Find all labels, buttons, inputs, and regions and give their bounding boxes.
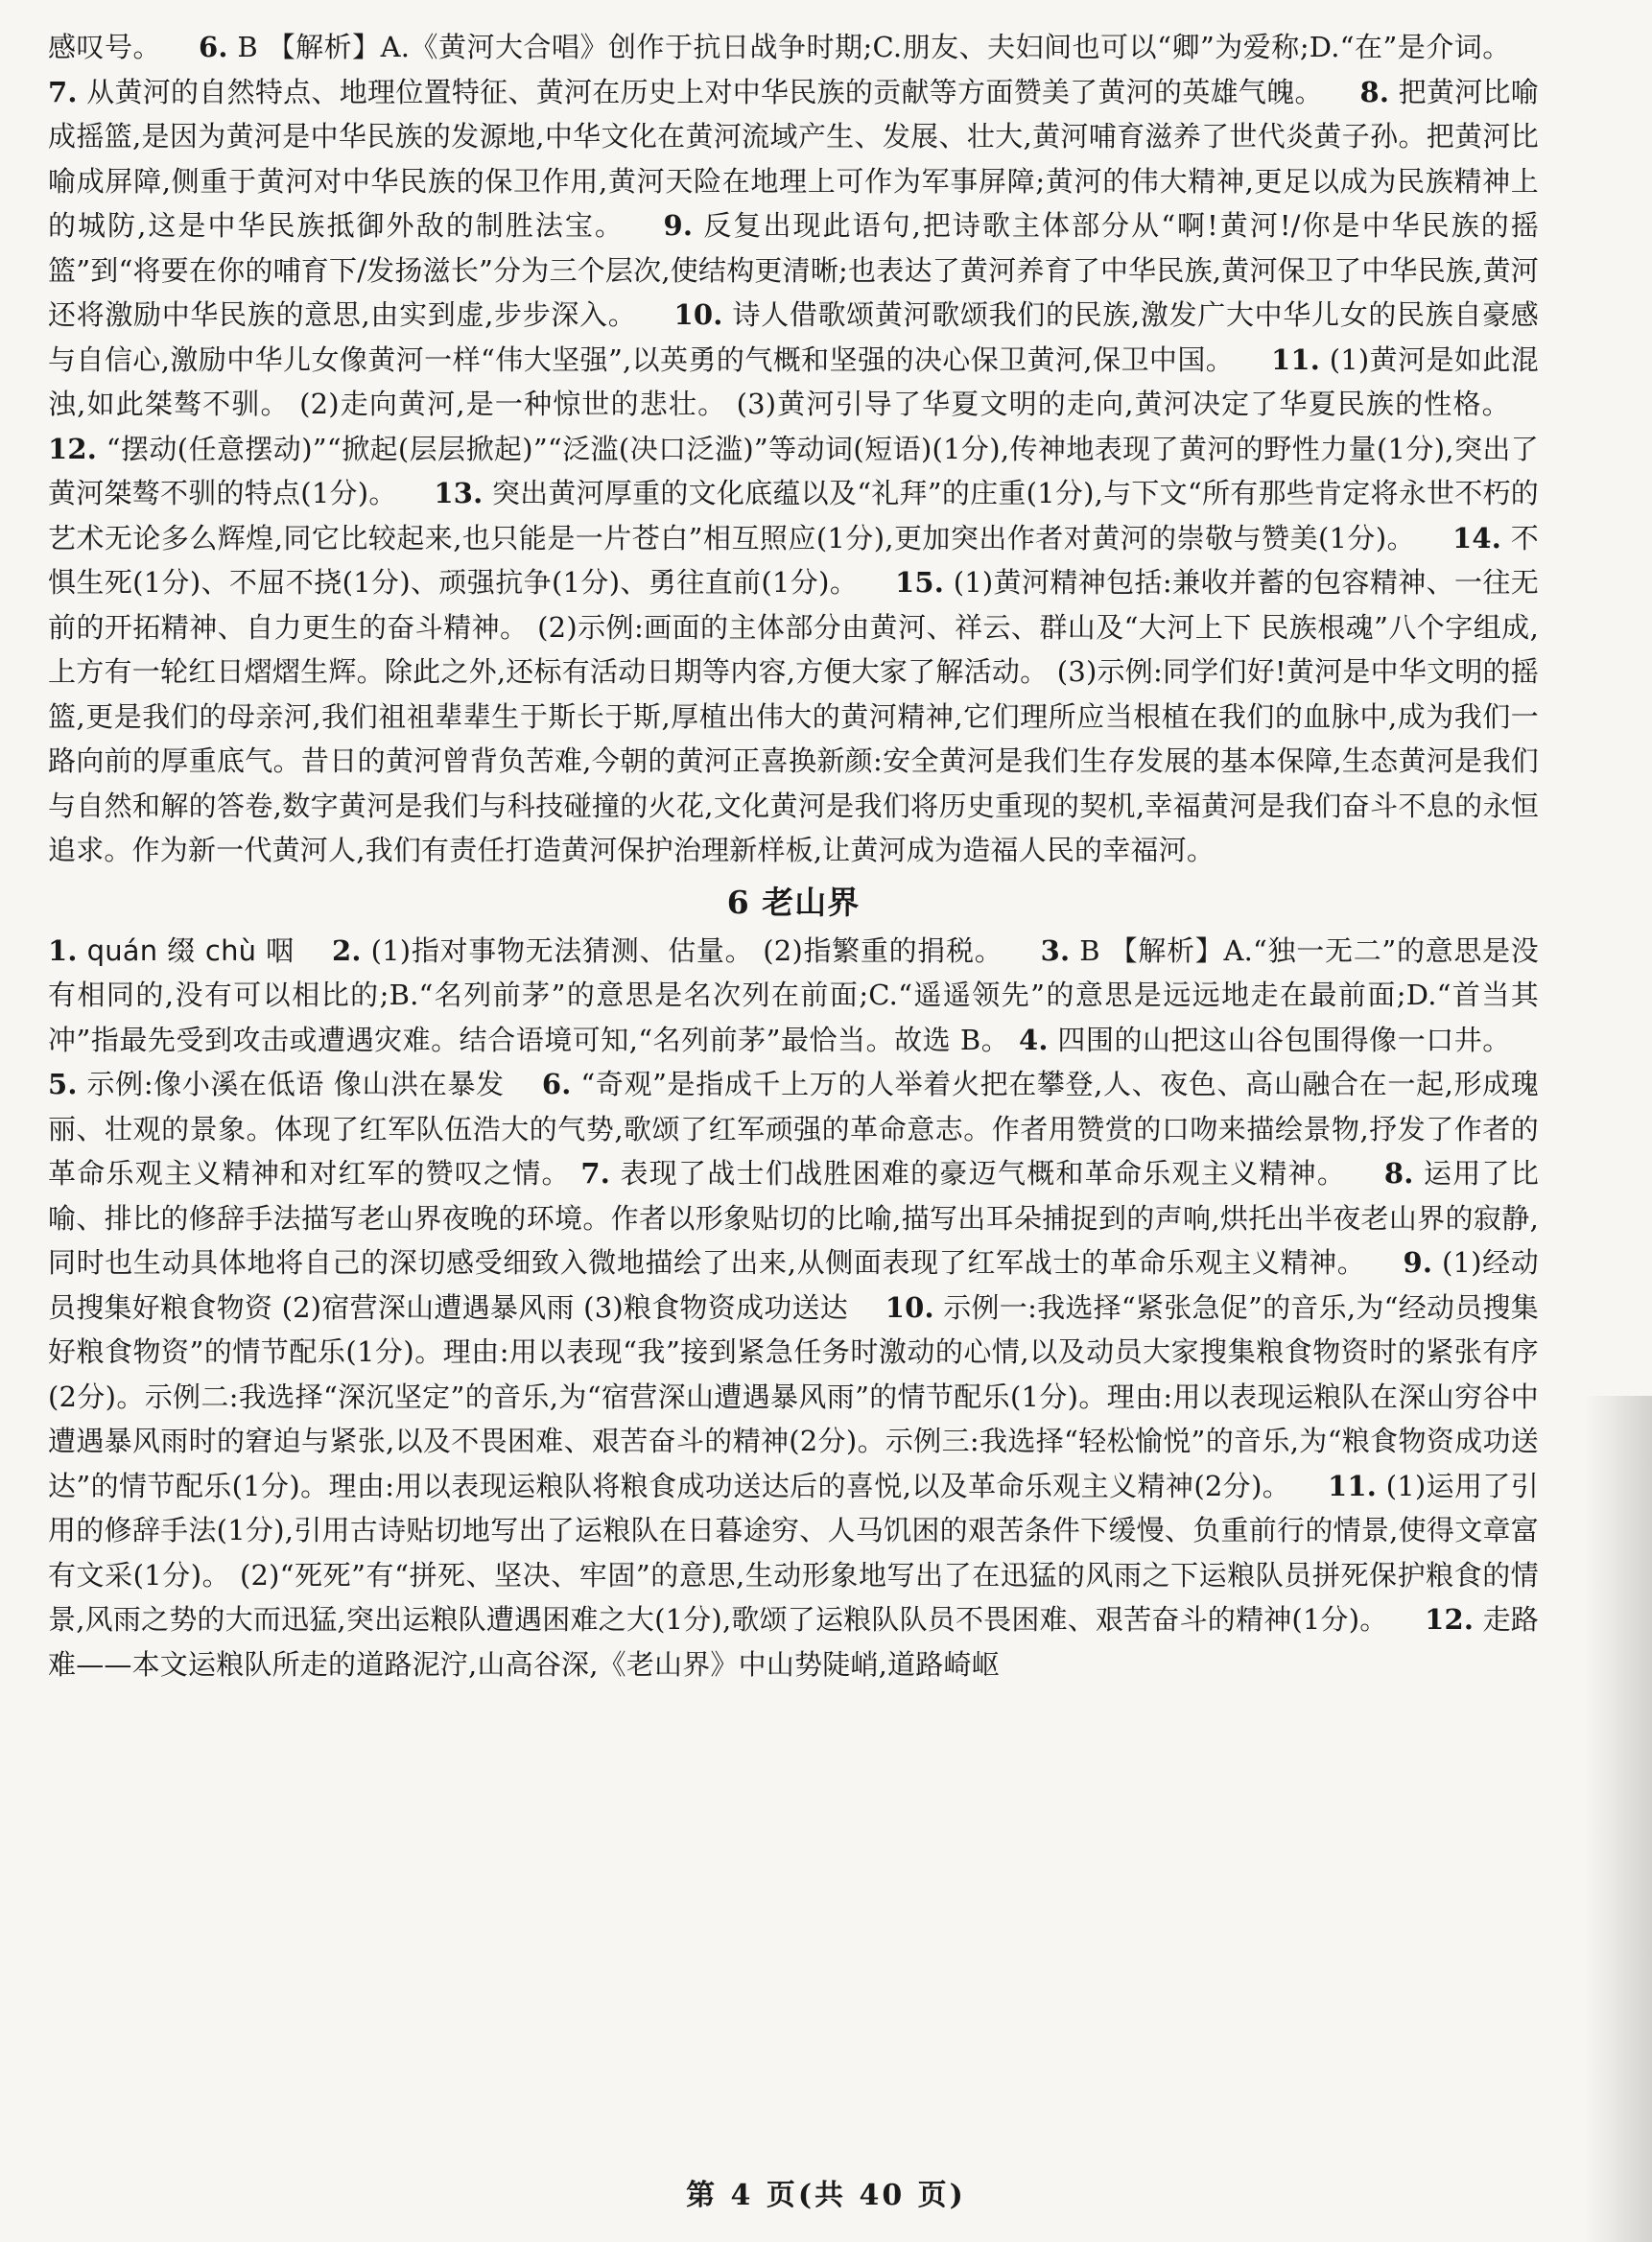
answer-text: B 【解析】A.《黄河大合唱》创作于抗日战争时期;C.朋友、夫妇间也可以“卿”为爱称;D.“在”是介词。	[227, 31, 1511, 63]
question-number: 10.	[885, 1290, 934, 1324]
question-number: 11.	[1328, 1469, 1378, 1502]
scan-shadow	[1583, 1396, 1652, 2242]
section-6-answers	[48, 929, 1539, 1687]
answer-text: “摆动(任意摆动)”“掀起(层层掀起)”“泛滥(决口泛滥)”等动词(短语)(1分),传神地表现了黄河的野性力量(1分),突出了黄河桀骜不驯的特点(1分)。	[48, 432, 1539, 509]
answer-text: “奇观”是指成千上万的人举着火把在攀登,人、夜色、高山融合在一起,形成瑰丽、壮观的景象。体现了红军队伍浩大的气势,歌颂了红军顽强的革命意志。作者用赞赏的口吻来描绘景物,抒发了作者的革命乐观主义精神和对红军的赞叹之情。	[48, 1068, 1539, 1190]
question-number: 10.	[673, 298, 723, 331]
answer-text: 运用了比喻、排比的修辞手法描写老山界夜晚的环境。作者以形象贴切的比喻,描写出耳朵捕捉到的声响,烘托出半夜老山界的寂静,同时也生动具体地将自己的深切感受细致入微地描绘了出来,从侧面表现了红军战士的革命乐观主义精神。	[48, 1157, 1540, 1279]
page-footer: 第 4 页(共 40 页)	[686, 2179, 966, 2212]
answer-text: 示例:像小溪在低语 像山洪在暴发	[77, 1068, 505, 1100]
question-number: 13.	[434, 477, 484, 509]
answer-text: (1)经动员搜集好粮食物资 (2)宿营深山遭遇暴风雨 (3)粮食物资成功送达	[48, 1246, 1539, 1324]
question-number: 4.	[1019, 1023, 1049, 1056]
answer-text: (1)黄河精神包括:兼收并蓄的包容精神、一往无前的开拓精神、自力更生的奋斗精神。 (2)示例:画面的主体部分由黄河、祥云、群山及“大河上下 民族根魂”八个字组成,上方有一轮红日熠熠生辉。除此之外,还标有活动日期等内容,方便大家了解活动。 (3)示例:同学们好!黄河是中华文明的摇篮,更是我们的母亲河,我们祖祖辈辈生于斯长于斯,厚植出伟大的黄河精神,它们理所应当根植在我们的血脉中,成为我们一路向前的厚重底气。昔日的黄河曾背负苦难,今朝的黄河正喜换新颜:安全黄河是我们生存发展的基本保障,生态黄河是我们与自然和解的答卷,数字黄河是我们与科技碰撞的火花,文化黄河是我们将历史重现的契机,幸福黄河是我们奋斗不息的永恒追求。作为新一代黄河人,我们有责任打造黄河保护治理新样板,让黄河成为造福人民的幸福河。	[48, 566, 1539, 866]
answer-text: 突出黄河厚重的文化底蕴以及“礼拜”的庄重(1分),与下文“所有那些肯定将永世不朽的艺术无论多么辉煌,同它比较起来,也只能是一片苍白”相互照应(1分),更加突出作者对黄河的崇敬与赞美(1分)。	[48, 477, 1539, 555]
answer-text: B 【解析】A.“独一无二”的意思是没有相同的,没有可以相比的;B.“名列前茅”的意思是名次列在前面;C.“遥遥领先”的意思是远远地走在最前面;D.“首当其冲”指最先受到攻击或遭遇灾难。结合语境可知,“名列前茅”最恰当。故选 B。	[48, 933, 1540, 1056]
question-number: 12.	[48, 432, 98, 465]
question-number: 6.	[198, 31, 228, 63]
answer-text: (1)运用了引用的修辞手法(1分),引用古诗贴切地写出了运粮队在日暮途穷、人马饥困的艰苦条件下缓慢、负重前行的情景,使得文章富有文采(1分)。 (2)“死死”有“拼死、坚决、牢固”的意思,生动形象地写出了在迅猛的风雨之下运粮队员拼死保护粮食的情景,风雨之势的大而迅猛,突出运粮队遭遇困难之大(1分),歌颂了运粮队队员不畏困难、艰苦奋斗的精神(1分)。	[48, 1469, 1539, 1636]
answer-text: 四围的山把这山谷包围得像一口井。	[1048, 1023, 1511, 1056]
answer-text: 诗人借歌颂黄河歌颂我们的民族,激发广大中华儿女的民族自豪感与自信心,激励中华儿女像黄河一样“伟大坚强”,以英勇的气概和坚强的决心保卫黄河,保卫中国。	[48, 298, 1539, 376]
answer-text: 表现了战士们战胜困难的豪迈气概和革命乐观主义精神。	[610, 1157, 1347, 1190]
answer-text: 不惧生死(1分)、不屈不挠(1分)、顽强抗争(1分)、勇往直前(1分)。	[48, 521, 1539, 599]
question-number: 7.	[48, 75, 78, 108]
answer-text: (1)黄河是如此混浊,如此桀骜不驯。 (2)走向黄河,是一种惊世的悲壮。 (3)黄河引导了华夏文明的走向,黄河决定了华夏民族的性格。	[48, 342, 1539, 420]
question-number: 1.	[48, 933, 78, 967]
question-number: 11.	[1271, 342, 1321, 376]
question-number: 2.	[332, 933, 362, 967]
answer-text: 反复出现此语句,把诗歌主体部分从“啊!黄河!/你是中华民族的摇篮”到“将要在你的哺育下/发扬滋长”分为三个层次,使结构更清晰;也表达了黄河养育了中华民族,黄河保卫了中华民族,黄河还将激励中华民族的意思,由实到虚,步步深入。	[48, 209, 1539, 331]
answer-text: 感叹号。	[48, 31, 162, 63]
question-number: 7.	[580, 1157, 610, 1190]
question-number: 8.	[1383, 1157, 1414, 1190]
question-number: 14.	[1452, 521, 1502, 555]
question-number: 3.	[1040, 933, 1071, 967]
section-title: 6 老山界	[726, 883, 861, 921]
question-number: 9.	[1403, 1246, 1433, 1279]
pinyin-answer: quán 缀 chù 咽	[77, 933, 295, 967]
answer-text: (1)指对事物无法猜测、估量。 (2)指繁重的捐税。	[361, 933, 1003, 967]
answer-text: 走路难——本文运粮队所走的道路泥泞,山高谷深,《老山界》中山势陡峭,道路崎岖	[48, 1603, 1539, 1681]
answer-text: 从黄河的自然特点、地理位置特征、黄河在历史上对中华民族的贡献等方面赞美了黄河的英雄气魄。	[77, 75, 1323, 108]
section-5-answers	[48, 25, 1539, 873]
question-number: 15.	[895, 566, 945, 599]
question-number: 9.	[663, 209, 694, 242]
question-number: 8.	[1359, 75, 1390, 108]
answer-text: 把黄河比喻成摇篮,是因为黄河是中华民族的发源地,中华文化在黄河流域产生、发展、壮大,黄河哺育滋养了世代炎黄子孙。把黄河比喻成屏障,侧重于黄河对中华民族的保卫作用,黄河天险在地理上可作为军事屏障;黄河的伟大精神,更足以成为民族精神上的城防,这是中华民族抵御外敌的制胜法宝。	[48, 75, 1540, 242]
question-number: 6.	[541, 1068, 572, 1100]
question-number: 12.	[1425, 1603, 1475, 1636]
answer-text: 示例一:我选择“紧张急促”的音乐,为“经动员搜集好粮食物资”的情节配乐(1分)。理由:用以表现“我”接到紧急任务时激动的心情,以及动员大家搜集粮食物资时的紧张有序(2分)。示例二:我选择“深沉坚定”的音乐,为“宿营深山遭遇暴风雨”的情节配乐(1分)。理由:用以表现运粮队在深山穷谷中遭遇暴风雨时的窘迫与紧张,以及不畏困难、艰苦奋斗的精神(2分)。示例三:我选择“轻松愉悦”的音乐,为“粮食物资成功送达”的情节配乐(1分)。理由:用以表现运粮队将粮食成功送达后的喜悦,以及革命乐观主义精神(2分)。	[48, 1290, 1540, 1502]
question-number: 5.	[48, 1068, 78, 1100]
